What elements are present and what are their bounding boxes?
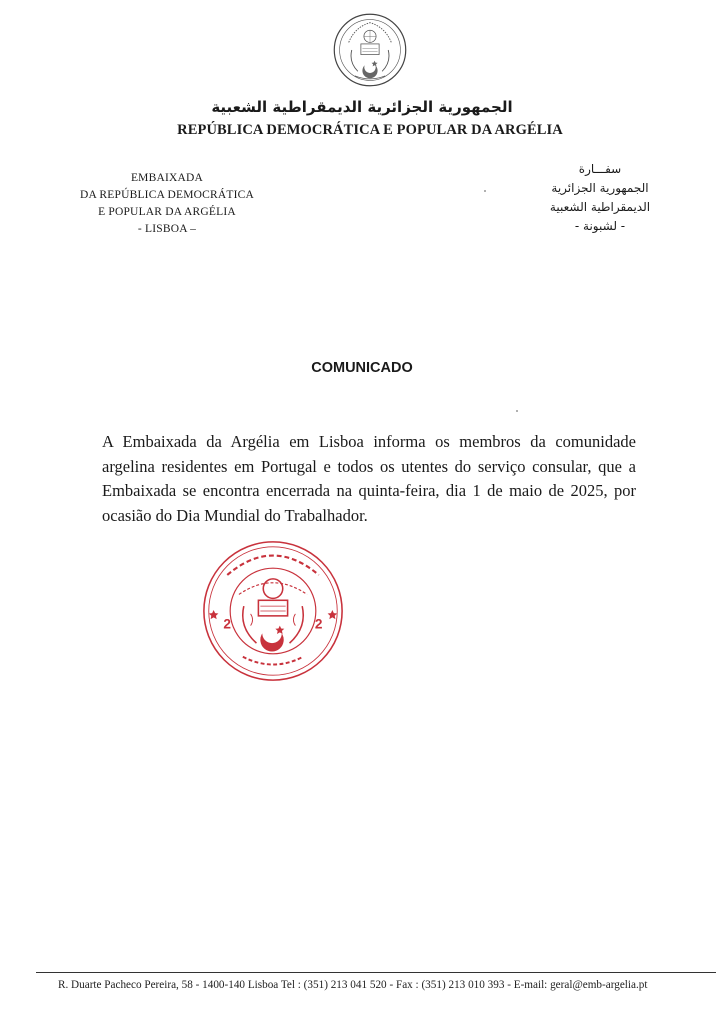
scan-speck: [516, 410, 518, 412]
document-heading: COMUNICADO: [311, 360, 413, 376]
sender-block-arabic: [500, 160, 700, 236]
sender-line: DA REPÚBLICA DEMOCRÁTICA: [79, 189, 255, 201]
sender-line: E POPULAR DA ARGÉLIA: [98, 206, 236, 218]
sender-line: EMBAIXADA: [130, 172, 204, 184]
sender-line: - لشبونة -: [574, 219, 626, 233]
footer-divider: [36, 972, 716, 973]
sender-block-portuguese: [62, 170, 272, 238]
scan-speck: [484, 190, 486, 192]
stamp-number-right: 2: [314, 616, 323, 632]
sender-line: الديمقراطية الشعبية: [549, 200, 651, 214]
country-title-arabic: الجمهورية الجزائرية الديمقراطية الشعبية: [211, 98, 513, 116]
sender-line: الجمهورية الجزائرية: [551, 181, 649, 195]
algeria-emblem-icon: [332, 12, 408, 88]
document-body: A Embaixada da Argélia em Lisboa informa os membros da comunidade argelina residentes em Portugal e todos os utentes do serviço consular, que a Embaixada se encontra encerrada na quinta-feira, dia 1 de maio de 2025, por ocasião do Dia Mundial do Trabalhador.: [102, 432, 636, 525]
sender-line: سفـــارة: [578, 162, 622, 176]
embassy-seal-icon: [200, 538, 346, 684]
sender-line: - LISBOA –: [137, 223, 197, 235]
country-title-portuguese: REPÚBLICA DEMOCRÁTICA E POPULAR DA ARGÉLIA: [177, 122, 563, 138]
footer-contact: R. Duarte Pacheco Pereira, 58 - 1400-140 Lisboa Tel : (351) 213 041 520 - Fax : (351) 213 010 393 - E-mail: geral@emb-argelia.pt: [58, 979, 648, 991]
stamp-number-left: 2: [223, 616, 231, 632]
